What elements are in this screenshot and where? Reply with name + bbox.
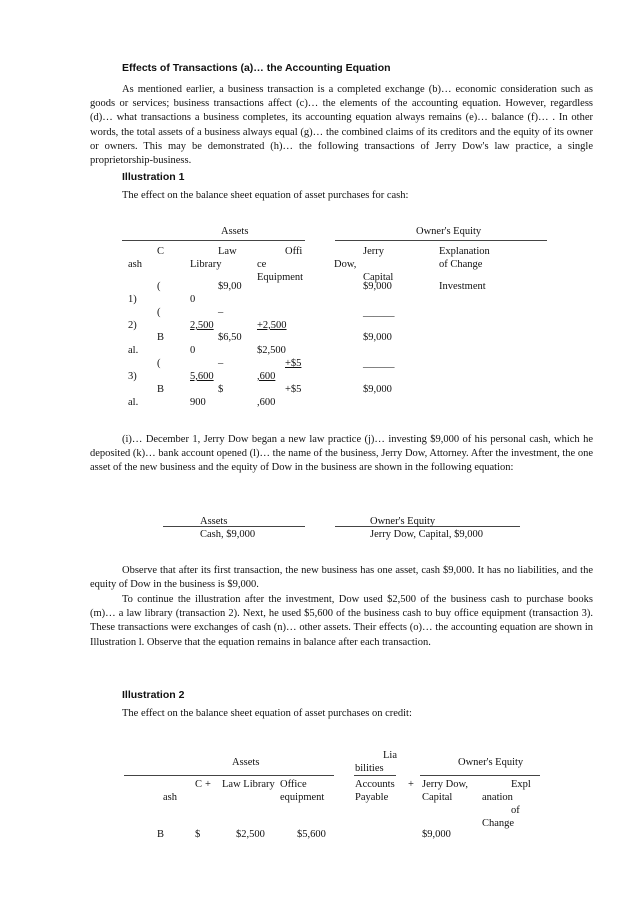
r3-office-b: ,600 <box>257 371 276 382</box>
b2-label-b: al. <box>128 397 139 408</box>
b2-office-a: +$5 <box>285 384 302 395</box>
il2-ex-b: anation <box>482 792 513 803</box>
r2-cash: 2,500 <box>190 320 214 331</box>
r1-explanation: Investment <box>439 281 486 292</box>
il2-row-office: $5,600 <box>297 829 326 840</box>
b1-capital: $9,000 <box>363 332 392 343</box>
il2-assets-header: Assets <box>232 757 260 768</box>
col-cash-b: ash <box>128 259 142 270</box>
il2-row-law: $2,500 <box>236 829 265 840</box>
il2-row-cash: $ <box>195 829 201 840</box>
il2-ap-b: Payable <box>355 792 389 803</box>
r3-capital: ______ <box>363 358 395 369</box>
il2-ex-a: Expl <box>511 779 531 790</box>
b1-label-a: B <box>157 332 165 343</box>
r1-capital: $9,000 <box>363 281 392 292</box>
col-cash-a: C <box>157 246 165 257</box>
il2-equity-rule <box>420 775 540 776</box>
il2-liab-a: Lia <box>383 750 397 761</box>
illustration2-title: Illustration 2 <box>122 689 185 701</box>
r1-num: 1) <box>128 294 137 305</box>
col-office-a: Offi <box>285 246 303 257</box>
b2-cash-b: 900 <box>190 397 206 408</box>
il2-assets-rule <box>124 775 334 776</box>
il2-liab-rule <box>354 775 396 776</box>
r3-cash: 5,600 <box>190 371 214 382</box>
illustration1-title: Illustration 1 <box>122 171 185 183</box>
eq-equity-label: Owner's Equity <box>370 516 436 527</box>
r2-paren: ( <box>157 307 161 318</box>
b2-capital: $9,000 <box>363 384 392 395</box>
assets-header: Assets <box>221 226 249 237</box>
r3-paren: ( <box>157 358 161 369</box>
col-dow: Dow, <box>334 259 357 270</box>
il2-ap-a: Accounts <box>355 779 395 790</box>
il2-office-b: equipment <box>280 792 325 803</box>
col-jerry: Jerry <box>363 246 384 257</box>
il2-ex-c: of <box>511 805 520 816</box>
il2-ex-d: Change <box>482 818 515 829</box>
il2-row-label: B <box>157 829 165 840</box>
il2-plus1: + <box>205 779 211 790</box>
il2-plus2: + <box>408 779 414 790</box>
r2-capital: ______ <box>363 307 395 318</box>
b1-law: $2,500 <box>257 345 286 356</box>
r1-cash-b: 0 <box>190 294 196 305</box>
paragraph-continue: To continue the illustration after the investment, Dow used $2,500 of the business cash to purchase books (m)… a law library (transaction 2). Next, he used $5,600 of the business cash to buy office equipment (transaction 3). These transactions were exchanges of cash (n)… other assets. Their effects (o)… the accounting equation are shown in Illustration l. Observe that the equation remains in balance after each transaction. <box>90 594 593 648</box>
il2-jd-a: Jerry Dow, <box>422 779 468 790</box>
paragraph-observe: Observe that after its first transaction, the new business has one asset, cash $9,000. It has no liabilities, and the equity of Dow in the business is $9,000. <box>90 565 593 591</box>
il2-equity-header: Owner's Equity <box>458 757 524 768</box>
r3-num: 3) <box>128 371 137 382</box>
b2-label-a: B <box>157 384 165 395</box>
r2-dash: – <box>218 307 224 318</box>
b1-cash-b: 0 <box>190 345 196 356</box>
il2-cash-a: C <box>195 779 203 790</box>
il2-office-a: Office <box>280 779 307 790</box>
illustration1-caption: The effect on the balance sheet equation of asset purchases for cash: <box>122 190 409 201</box>
col-law: Law <box>218 246 237 257</box>
col-of-change: of Change <box>439 259 483 270</box>
il2-law-library: Law Library <box>222 779 275 790</box>
r3-dash: – <box>218 358 224 369</box>
b2-office-b: ,600 <box>257 397 276 408</box>
b1-cash-a: $6,50 <box>218 332 242 343</box>
eq-assets-value: Cash, $9,000 <box>200 529 256 540</box>
b2-cash-a: $ <box>218 384 224 395</box>
b1-label-b: al. <box>128 345 139 356</box>
paragraph-i: (i)… December 1, Jerry Dow began a new law practice (j)… investing $9,000 of his personal cash, which he deposited (k)… bank account opened (l)… the name of the business, Jerry Dow, Attorney. After the investment, the one asset of the new business and the equity of Dow in the business are shown in the following equation: <box>90 434 593 474</box>
col-office-b: ce <box>257 259 267 270</box>
col-library: Library <box>190 259 222 270</box>
eq-assets-rule-top <box>163 526 305 527</box>
r1-cash-a: $9,00 <box>218 281 242 292</box>
il2-row-capital: $9,000 <box>422 829 451 840</box>
col-capital: Capital <box>363 272 394 283</box>
il2-jd-b: Capital <box>422 792 453 803</box>
r3-office-a: +$5 <box>285 358 302 369</box>
il2-cash-b: ash <box>163 792 177 803</box>
illustration2-caption: The effect on the balance sheet equation of asset purchases on credit: <box>122 708 412 719</box>
assets-rule <box>122 240 305 241</box>
il2-liab-b: bilities <box>355 763 384 774</box>
section-heading: Effects of Transactions (a)… the Accounting Equation <box>122 62 391 74</box>
equity-header: Owner's Equity <box>416 226 482 237</box>
r2-law: +2,500 <box>257 320 287 331</box>
r1-paren: ( <box>157 281 161 292</box>
eq-equity-value: Jerry Dow, Capital, $9,000 <box>370 529 484 540</box>
r2-num: 2) <box>128 320 137 331</box>
intro-paragraph: As mentioned earlier, a business transaction is a completed exchange (b)… economic consideration such as goods or services; business transactions affect (c)… the elements of the accounting equation. However, regardless (d)… what transactions a business completes, its accounting equation always remains (e)… balance (f)… . In other words, the total assets of a business always equal (g)… the combined claims of its creditors and the equity of its owner or owners. This may be demonstrated (h)… the following transactions of Jerry Dow's law practice, a single proprietorship-business. <box>90 84 593 167</box>
col-expl: Explanation <box>439 246 490 257</box>
eq-assets-label: Assets <box>200 516 228 527</box>
equity-rule <box>335 240 547 241</box>
col-office-c: Equipment <box>257 272 304 283</box>
